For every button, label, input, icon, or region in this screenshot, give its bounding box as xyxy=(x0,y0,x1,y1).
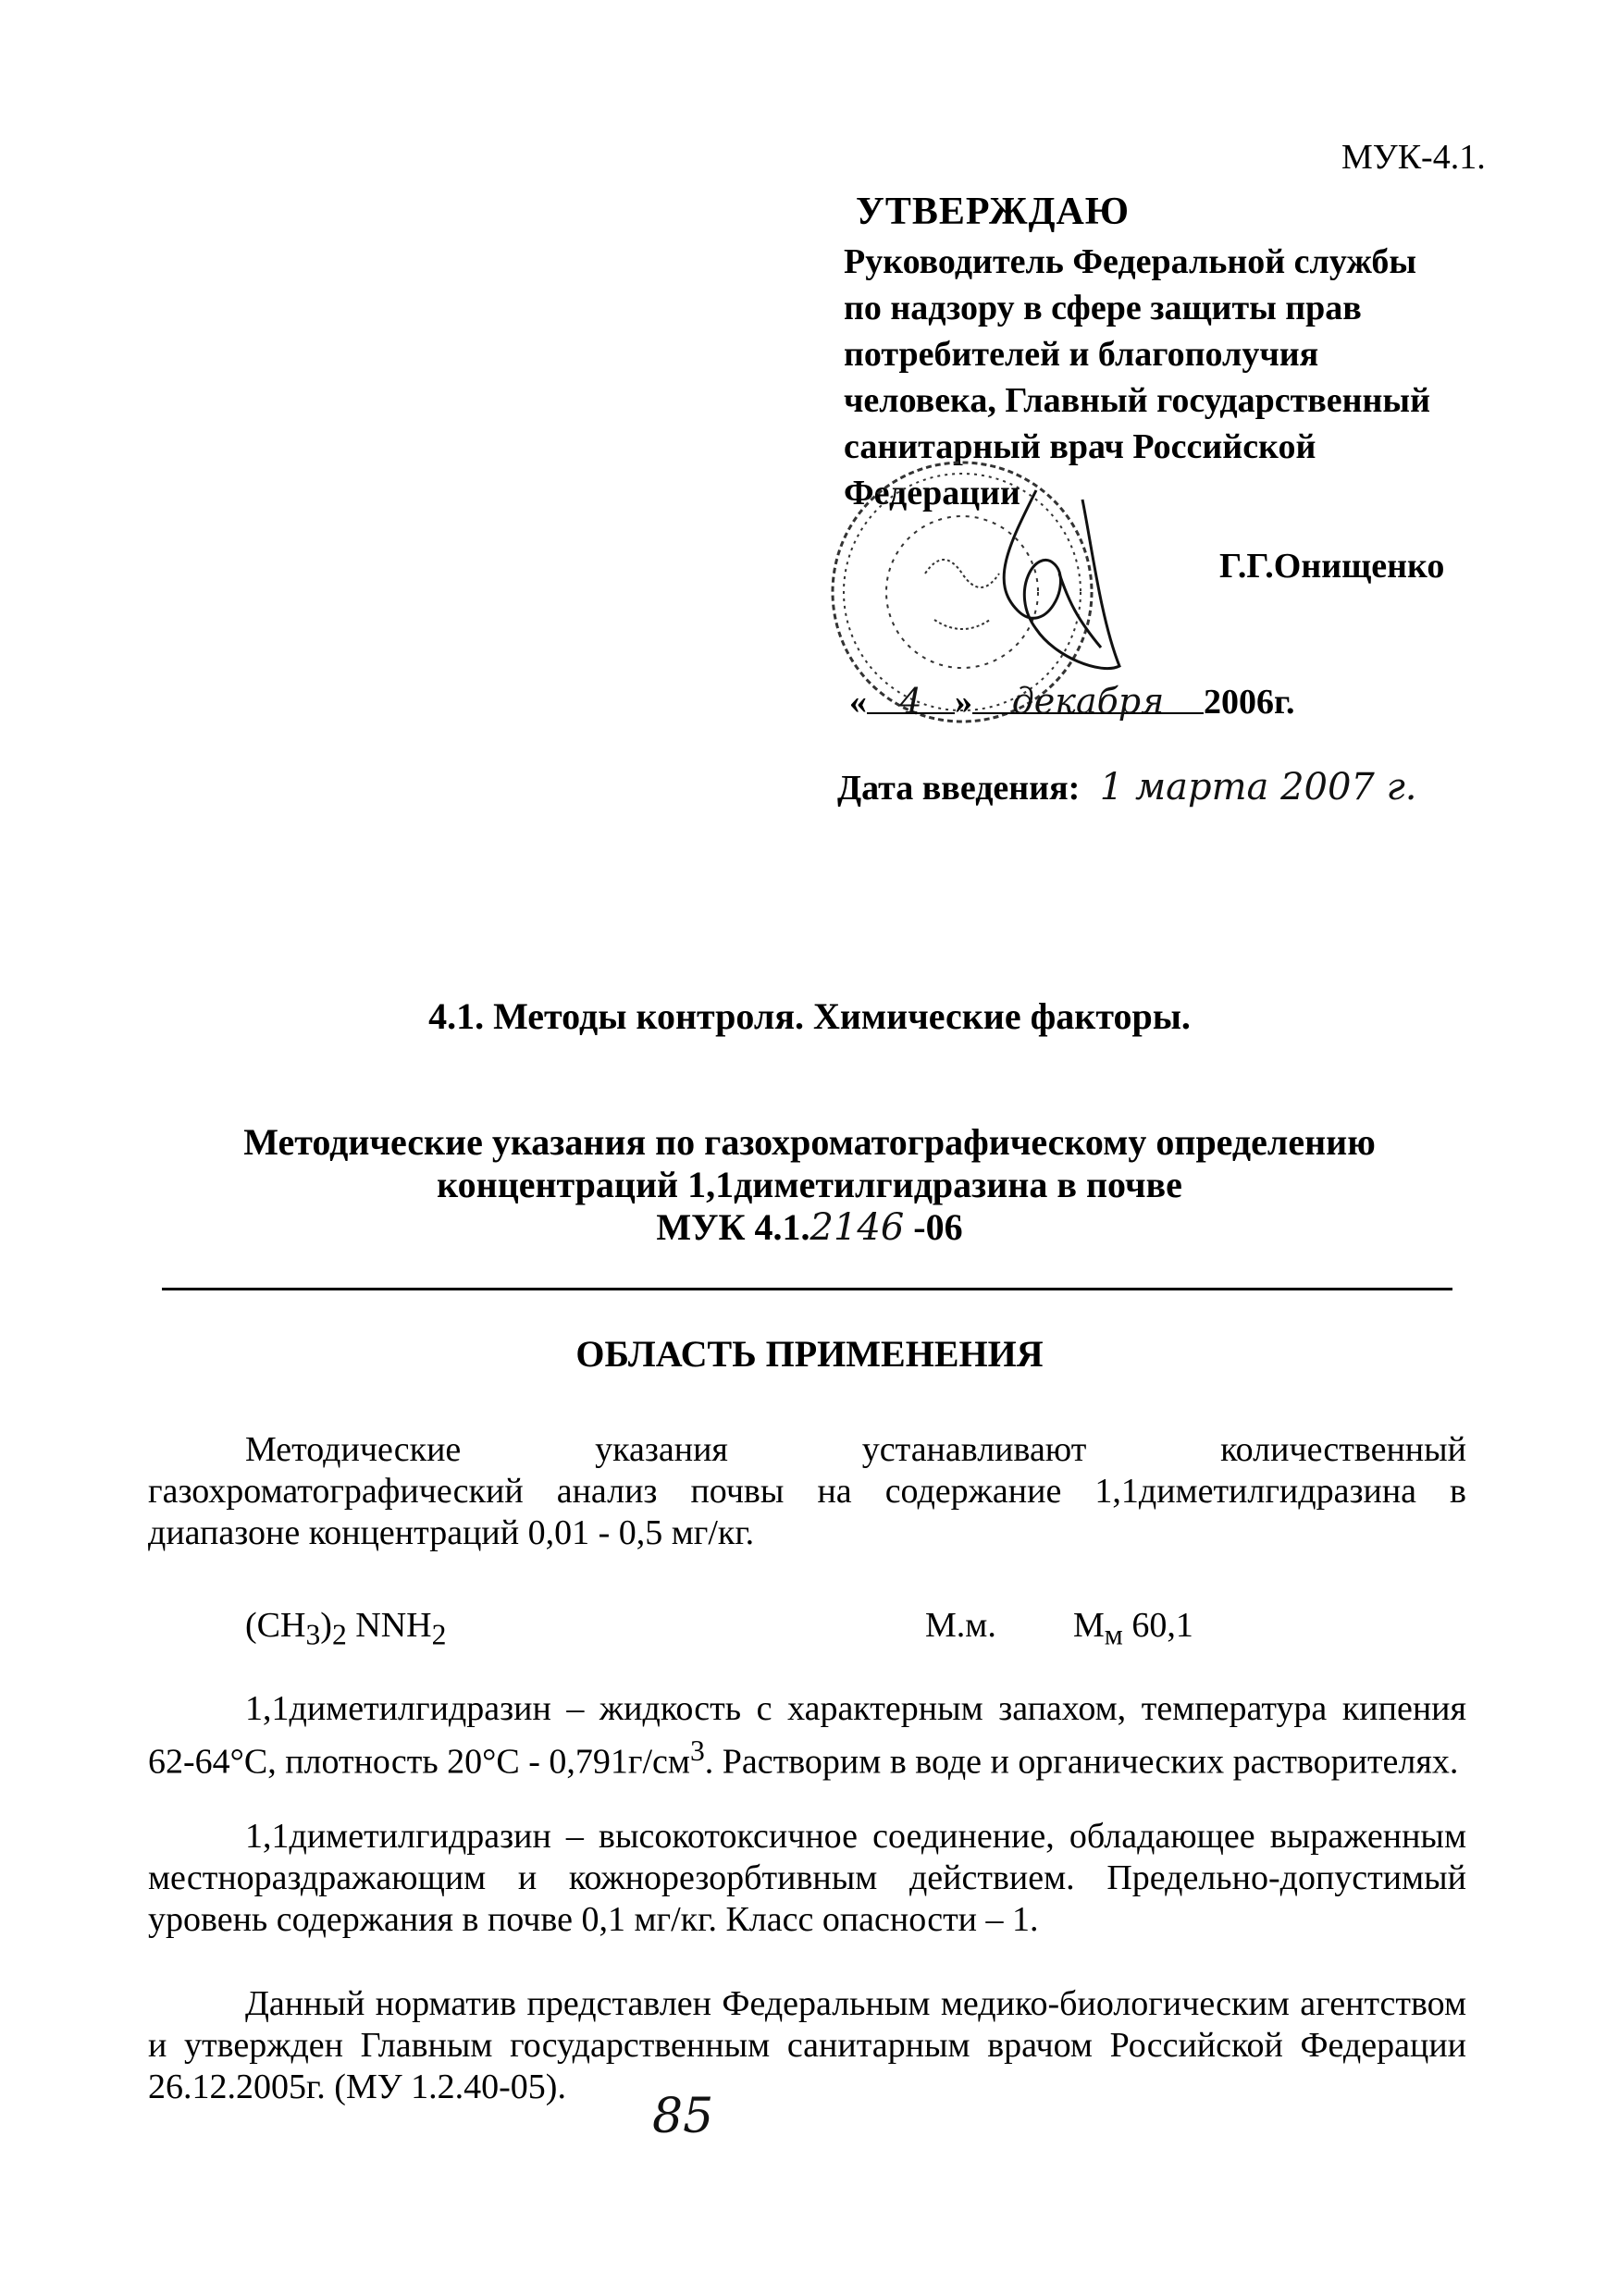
document-title-line: концентраций 1,1диметилгидразина в почве xyxy=(437,1164,1182,1205)
date-month: декабря xyxy=(972,681,1204,714)
formula-sub: 2 xyxy=(331,1618,347,1651)
scope-heading: ОБЛАСТЬ ПРИМЕНЕНИЯ xyxy=(575,1333,1044,1375)
approval-line: человека, Главный государственный xyxy=(844,381,1430,420)
mm-sub: м xyxy=(1104,1618,1123,1651)
approval-line: потребителей и благополучия xyxy=(844,335,1319,374)
approval-line: Руководитель Федеральной службы xyxy=(844,242,1417,281)
mm-value: 60,1 xyxy=(1122,1606,1193,1645)
properties-sup: 3 xyxy=(689,1734,705,1767)
approval-heading: УТВЕРЖДАЮ xyxy=(856,191,1131,233)
signer-name: Г.Г.Онищенко xyxy=(1219,547,1445,586)
molar-mass-label: М.м. xyxy=(925,1606,996,1645)
intro-date-label: Дата введения: xyxy=(837,769,1081,808)
signature-icon xyxy=(1004,490,1119,669)
date-day: 4 xyxy=(867,681,955,714)
formula-text xyxy=(245,1606,447,1651)
approval-line: Федерации xyxy=(844,474,1020,512)
page-number: 85 xyxy=(652,2089,714,2144)
formula-part: ) xyxy=(320,1606,332,1645)
properties-paragraph xyxy=(148,1688,1466,1784)
formula-part: (CH xyxy=(245,1606,306,1645)
intro-date-value: 1 марта 2007 г. xyxy=(1099,766,1417,809)
divider xyxy=(162,1288,1452,1290)
document-title-line: Методические указания по газохроматографическому определению xyxy=(243,1121,1376,1163)
formula-sub: 3 xyxy=(305,1618,321,1651)
section-title: 4.1. Методы контроля. Химические факторы. xyxy=(428,995,1191,1037)
introduction-date xyxy=(837,766,1417,809)
date-close-quote: » xyxy=(955,683,972,722)
normative-paragraph: Данный норматив представлен Федеральным медико-биологическим агентством и утвержден Главным государственным санитарным врачом Российской Федерации 26.12.2005г. (МУ 1.2.40-05). xyxy=(148,1984,1466,2106)
approval-line: по надзору в сфере защиты прав xyxy=(844,289,1362,327)
properties-text: . Растворим в воде и органических растворителях. xyxy=(704,1742,1459,1782)
mm-symbol: М xyxy=(1073,1606,1105,1645)
approval-line: санитарный врач Российской xyxy=(844,427,1316,466)
date-open-quote: « xyxy=(849,683,867,722)
properties-text: 1,1диметилгидразин – жидкость с характерным запахом, температура кипения 62-64°С, плотность 20°С - 0,791г/см xyxy=(148,1689,1466,1782)
document-code-line xyxy=(0,1206,1619,1249)
toxicity-paragraph: 1,1диметилгидразин – высокотоксичное соединение, обладающее выраженным местнораздражающим и кожнорезорбтивным действием. Предельно-допустимый уровень содержания в почве 0,1 мг/кг. Класс опасности – 1. xyxy=(148,1817,1466,1939)
document-title xyxy=(0,1121,1619,1249)
document-code: МУК-4.1. xyxy=(1341,138,1486,177)
date-year: 2006г. xyxy=(1204,683,1295,722)
molar-mass-value xyxy=(1073,1605,1193,1656)
code-suffix: -06 xyxy=(904,1206,963,1248)
formula-sub: 2 xyxy=(431,1618,447,1651)
code-number: 2146 xyxy=(810,1206,905,1249)
scope-paragraph: Методические указания устанавливают количественный газохроматографический анализ почвы на содержание 1,1диметилгидразина в диапазоне концентраций 0,01 - 0,5 мг/кг. xyxy=(148,1430,1466,1552)
approval-date xyxy=(849,681,1294,722)
code-prefix: МУК 4.1. xyxy=(656,1206,810,1248)
chemical-formula xyxy=(148,1605,1466,1656)
formula-part: NNH xyxy=(346,1606,432,1645)
